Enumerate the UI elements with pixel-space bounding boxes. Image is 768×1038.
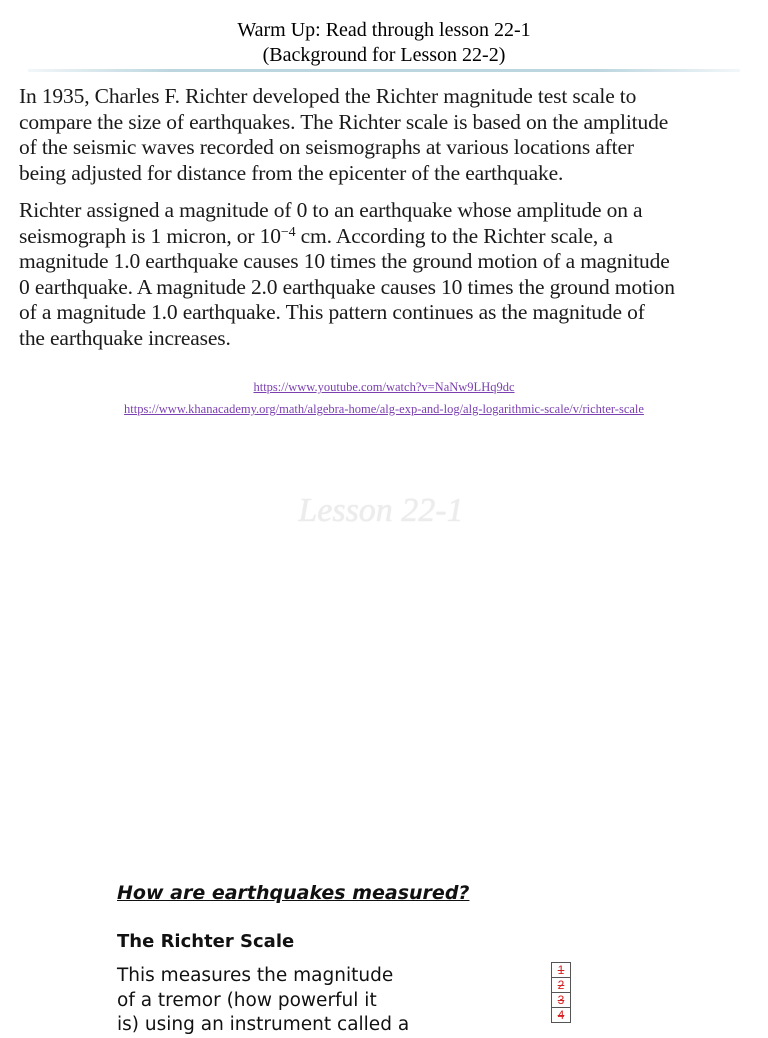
title-divider xyxy=(28,69,740,72)
paragraph-line: 0 earthquake. A magnitude 2.0 earthquake causes 10 times the ground motion xyxy=(19,274,675,299)
paragraph-line: magnitude 1.0 earthquake causes 10 times the ground motion of a magnitude xyxy=(19,249,670,274)
scale-cell: 3 xyxy=(551,993,571,1008)
paragraph-richter-magnitude xyxy=(19,198,759,352)
youtube-link[interactable]: https://www.youtube.com/watch?v=NaNw9LHq9dc xyxy=(253,380,515,394)
paragraph-line: being adjusted for distance from the epicenter of the earthquake. xyxy=(19,160,564,185)
line-text: seismograph is 1 micron, or 10 xyxy=(19,223,281,248)
paragraph-line: of the seismic waves recorded on seismographs at various locations after xyxy=(19,135,634,160)
slide-body-line: of a tremor (how powerful it xyxy=(117,989,377,1011)
paragraph-line: of a magnitude 1.0 earthquake. This pattern continues as the magnitude of xyxy=(19,300,645,325)
exponent: −4 xyxy=(280,224,296,240)
slide-body-line: is) using an instrument called a xyxy=(117,1014,410,1035)
slide-body-line: This measures the magnitude xyxy=(117,965,394,986)
page-title xyxy=(0,18,768,68)
slide-question: How are earthquakes measured? xyxy=(117,882,470,904)
paragraph-line: the earthquake increases. xyxy=(19,325,231,350)
scale-cell: 4 xyxy=(551,1008,571,1023)
title-line-2: (Background for Lesson 22-2) xyxy=(262,44,506,66)
line-text: cm. According to the Richter scale, a xyxy=(295,223,613,248)
paragraph-line: In 1935, Charles F. Richter developed the Richter magnitude test scale to xyxy=(19,84,637,108)
paragraph-line xyxy=(19,224,759,250)
richter-scale-graphic xyxy=(551,962,571,1023)
slide-body xyxy=(117,964,447,1038)
lesson-watermark: Lesson 22-1 xyxy=(298,492,464,529)
scale-cell: 1 xyxy=(551,962,571,978)
scale-cell: 2 xyxy=(551,978,571,993)
paragraph-richter-history xyxy=(19,84,759,186)
paragraph-line: compare the size of earthquakes. The Richter scale is based on the amplitude xyxy=(19,109,669,134)
slide-subtitle: The Richter Scale xyxy=(117,931,295,952)
paragraph-line: Richter assigned a magnitude of 0 to an earthquake whose amplitude on a xyxy=(19,198,643,222)
title-line-1: Warm Up: Read through lesson 22-1 xyxy=(237,19,531,41)
khan-academy-link[interactable]: https://www.khanacademy.org/math/algebra-home/alg-exp-and-log/alg-logarithmic-scale/v/richter-scale xyxy=(124,402,644,416)
